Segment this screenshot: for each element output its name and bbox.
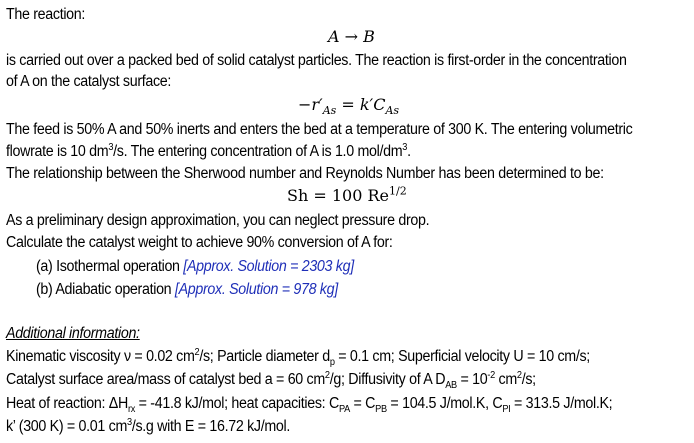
feed-period: . <box>407 143 411 160</box>
rate-law-equation <box>298 95 400 118</box>
rate-rhs: = k′C <box>336 95 386 114</box>
part-a-label: (a) Isothermal operation <box>36 258 184 275</box>
part-b-label: (b) Adiabatic operation <box>36 281 175 298</box>
particle-text: /s; Particle diameter d <box>199 348 330 365</box>
diffusivity-unit-exp: 2 <box>516 369 522 381</box>
diffusivity-value: = 10 <box>456 371 488 388</box>
velocity-text: = 0.1 cm; Superficial velocity U = 10 cm/s; <box>334 348 590 365</box>
additional-info-heading <box>6 324 140 344</box>
part-b <box>36 280 338 300</box>
feed-exp-3b: 3 <box>402 141 408 153</box>
reaction-equation: A → B <box>328 27 375 46</box>
rate-rhs-subscript: As <box>385 104 400 118</box>
cpb-subscript: PB <box>375 404 387 416</box>
feed-line-2 <box>6 142 411 162</box>
description-line-2: of A on the catalyst surface: <box>6 73 172 90</box>
catalyst-text: Catalyst surface area/mass of catalyst bed a = 60 cm <box>6 371 325 388</box>
diffusivity-exp: -2 <box>487 369 495 381</box>
part-b-solution: [Approx. Solution = 978 kg] <box>174 281 338 298</box>
description-line-1: is carried out over a packed bed of solid catalyst particles. The reaction is first-order in the concentration <box>6 52 627 69</box>
particle-subscript: p <box>329 357 335 369</box>
feed-exp-3a: 3 <box>108 141 114 153</box>
heat-subscript: rx <box>127 404 136 416</box>
sherwood-symbol: Sh <box>287 186 309 205</box>
kinematic-line <box>6 347 590 367</box>
rate-constant-text: k’ (300 K) = 0.01 cm <box>6 418 128 435</box>
calculate-line: Calculate the catalyst weight to achieve 90% conversion of A for: <box>6 234 393 251</box>
feed-line-1: The feed is 50% A and 50% inerts and enters the bed at a temperature of 300 K. The entering volumetric <box>6 121 633 138</box>
cpi-subscript: PI <box>502 404 511 416</box>
diffusivity-text: /g; Diffusivity of A D <box>329 371 446 388</box>
sherwood-equation <box>287 186 407 206</box>
rate-lhs: −r′ <box>298 95 323 114</box>
catalyst-exp: 2 <box>324 369 330 381</box>
kinematic-exp: 2 <box>194 346 200 358</box>
heat-capacity-text: = -41.8 kJ/mol; heat capacities: C <box>135 395 339 412</box>
additional-info-text: Additional information: <box>6 325 140 342</box>
rate-constant-line <box>6 417 290 437</box>
heat-line <box>6 394 612 414</box>
kinematic-text: Kinematic viscosity ν = 0.02 cm <box>6 348 195 365</box>
intro-line: The reaction: <box>6 6 86 23</box>
diffusivity-subscript: AB <box>445 380 457 392</box>
heat-capacity-eq: = C <box>349 395 376 412</box>
preliminary-line: As a preliminary design approximation, you can neglect pressure drop. <box>6 212 430 229</box>
heat-capacity-end: = 313.5 J/mol.K; <box>510 395 613 412</box>
part-a <box>36 257 354 277</box>
diffusivity-end: /s; <box>521 371 536 388</box>
sherwood-rhs: = 100 Re <box>308 186 389 205</box>
diffusivity-unit: cm <box>494 371 517 388</box>
catalyst-line <box>6 370 536 390</box>
cpa-subscript: PA <box>338 404 350 416</box>
heat-capacity-value: = 104.5 J/mol.K, C <box>386 395 503 412</box>
relationship-line: The relationship between the Sherwood number and Reynolds Number has been determined to be: <box>6 165 604 182</box>
heat-text: Heat of reaction: ΔH <box>6 395 128 412</box>
feed-concentration-text: /s. The entering concentration of A is 1.0 mol/dm <box>113 143 403 160</box>
part-a-solution: [Approx. Solution = 2303 kg] <box>183 258 354 275</box>
activation-energy-text: /s.g with E = 16.72 kJ/mol. <box>131 418 290 435</box>
rate-lhs-subscript: As <box>322 104 337 118</box>
feed-flowrate-text: flowrate is 10 dm <box>6 143 109 160</box>
sherwood-exponent: 1/2 <box>388 184 407 198</box>
rate-constant-exp: 3 <box>127 416 132 428</box>
